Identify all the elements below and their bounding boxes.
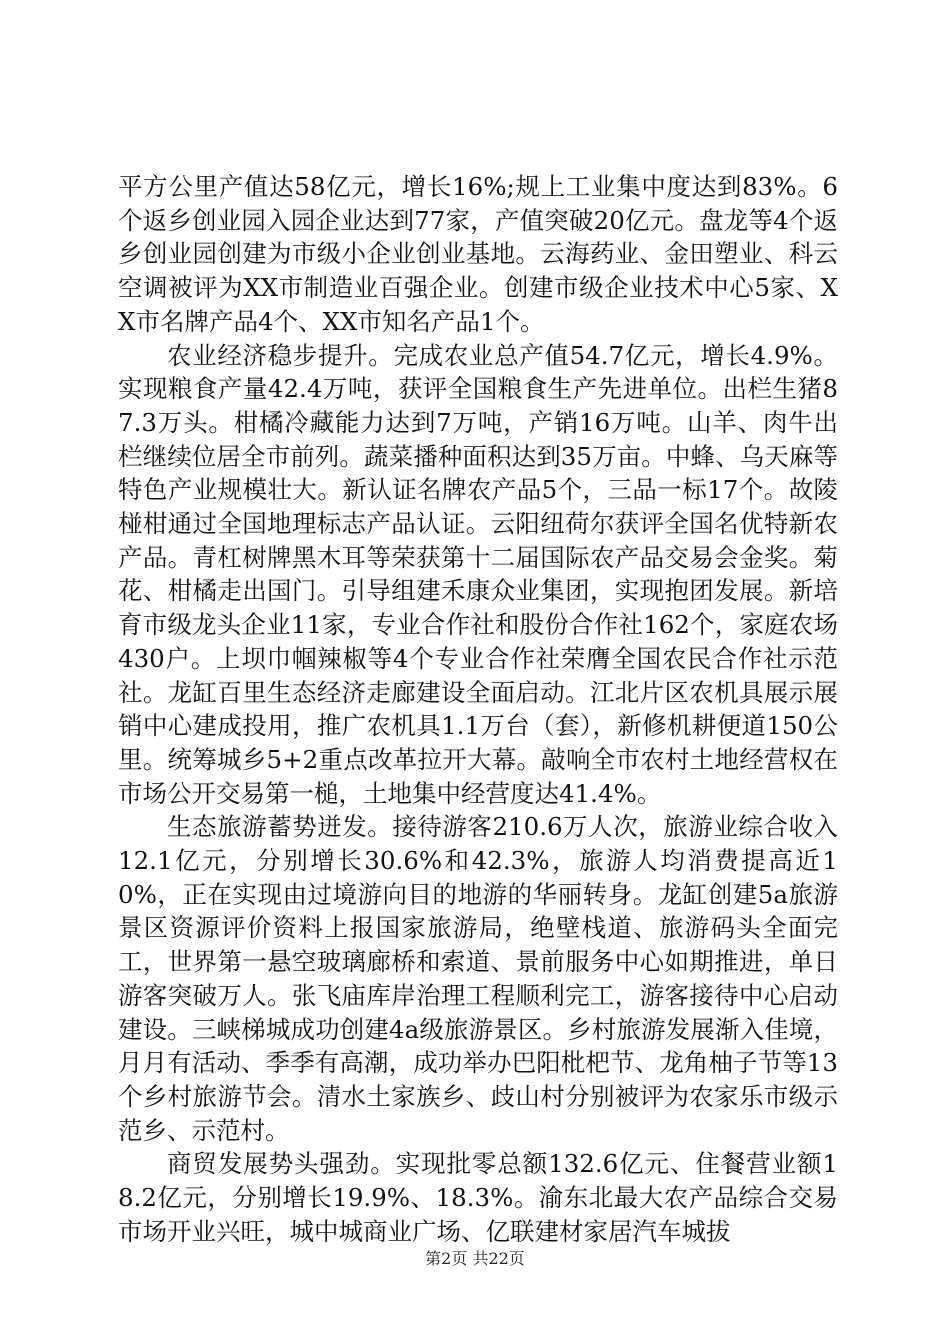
paragraph-commerce: 商贸发展势头强劲。实现批零总额132.6亿元、住餐营业额18.2亿元，分别增长19.9%、18.3%。渝东北最大农产品综合交易市场开业兴旺，城中城商业广场、亿联建材家居汽车城拔 bbox=[118, 1149, 838, 1246]
paragraph-agriculture: 农业经济稳步提升。完成农业总产值54.7亿元，增长4.9%。实现粮食产量42.4万吨，获评全国粮食生产先进单位。出栏生猪87.3万头。柑橘冷藏能力达到7万吨，产销16万吨。山羊、肉牛出栏继续位居全市前列。蔬菜播种面积达到35万亩。中蜂、乌天麻等特色产业规模壮大。新认证名牌农产品5个，三品一标17个。故陵椪柑通过全国地理标志产品认证。云阳纽荷尔获评全国名优特新农产品。青杠树牌黑木耳等荣获第十二届国际农产品交易会金奖。菊花、柑橘走出国门。引导组建禾康众业集团，实现抱团发展。新培育市级龙头企业11家，专业合作社和股份合作社162个，家庭农场430户。上坝巾帼辣椒等4个专业合作社荣膺全国农民合作社示范社。龙缸百里生态经济走廊建设全面启动。江北片区农机具展示展销中心建成投用，推广农机具1.1万台（套），新修机耕便道150公里。统筹城乡5+2重点改革拉开大幕。敲响全市农村土地经营权在市场公开交易第一槌，土地集中经营度达41.4%。 bbox=[118, 340, 838, 808]
page-footer: 第2页 共22页 bbox=[425, 1249, 525, 1268]
document-body bbox=[118, 170, 838, 1249]
paragraph-tourism: 生态旅游蓄势迸发。接待游客210.6万人次，旅游业综合收入12.1亿元，分别增长30.6%和42.3%，旅游人均消费提高近10%，正在实现由过境游向目的地游的华丽转身。龙缸创建5a旅游景区资源评价资料上报国家旅游局，绝壁栈道、旅游码头全面完工，世界第一悬空玻璃廊桥和索道、景前服务中心如期推进，单日游客突破万人。张飞庙库岸治理工程顺利完工，游客接待中心启动建设。三峡梯城成功创建4a级旅游景区。乡村旅游发展渐入佳境，月月有活动、季季有高潮，成功举办巴阳枇杷节、龙角柚子节等13个乡村旅游节会。清水土家族乡、歧山村分别被评为农家乐市级示范乡、示范村。 bbox=[118, 812, 838, 1145]
paragraph-industry-continued: 平方公里产值达58亿元，增长16%;规上工业集中度达到83%。6个返乡创业园入园企业达到77家，产值突破20亿元。盘龙等4个返乡创业园创建为市级小企业创业基地。云海药业、金田塑业、科云空调被评为XX市制造业百强企业。创建市级企业技术中心5家、XX市名牌产品4个、XX市知名产品1个。 bbox=[118, 172, 838, 336]
